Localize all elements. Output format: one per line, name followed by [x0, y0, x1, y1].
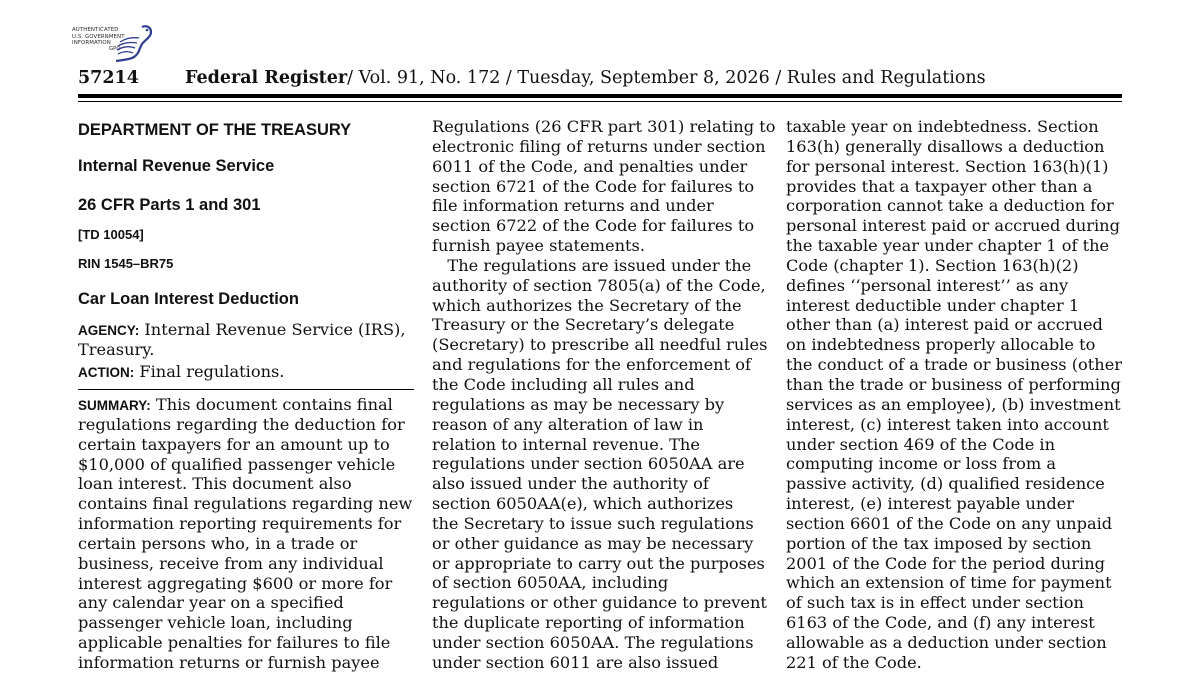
- body-text-line: the taxable year under chapter 1 of the: [786, 236, 1110, 256]
- summary-text-line: any calendar year on a specified: [78, 593, 344, 613]
- body-text-line: electronic filing of returns under section: [432, 136, 766, 156]
- body-text-line: the duplicate reporting of information: [432, 613, 745, 633]
- action-text: Final regulations.: [134, 362, 285, 381]
- body-text-line: regulations or other guidance to prevent: [432, 593, 767, 613]
- logo-line: U.S. GOVERNMENT: [72, 33, 125, 40]
- logo-line: AUTHENTICATED: [72, 27, 119, 33]
- body-text-line: which authorizes the Secretary of the: [432, 295, 742, 315]
- summary-text-line: certain persons who, in a trade or: [78, 533, 358, 553]
- body-text-line: furnish payee statements.: [432, 236, 645, 256]
- body-text-line: taxable year on indebtedness. Section: [786, 117, 1099, 136]
- body-text-line: section 6601 of the Code on any unpaid: [786, 513, 1113, 533]
- body-text-line: personal interest paid or accrued during: [786, 216, 1120, 236]
- body-text-line: which an extension of time for payment: [786, 573, 1112, 593]
- body-text-line: of section 6050AA, including: [432, 573, 669, 593]
- body-text-line: The regulations are issued under the: [432, 255, 752, 275]
- body-text-line: 221 of the Code.: [786, 652, 922, 672]
- action-paragraph: [78, 362, 284, 382]
- body-text-line: corporation cannot take a deduction for: [786, 196, 1114, 216]
- running-header: [78, 66, 1122, 90]
- summary-text-line: This document contains final: [150, 395, 393, 414]
- summary-text-line: information returns or furnish payee: [78, 652, 380, 672]
- body-text-line: file information returns and under: [432, 196, 714, 216]
- body-text-line: 163(h) generally disallows a deduction: [786, 136, 1105, 156]
- cfr-heading: 26 CFR Parts 1 and 301: [78, 196, 261, 214]
- body-text-line: Code (chapter 1). Section 163(h)(2): [786, 255, 1079, 275]
- header-rule-thick: [78, 94, 1122, 98]
- body-text-line: 6011 of the Code, and penalties under: [432, 156, 748, 176]
- body-text-line: interest, (e) interest payable under: [786, 494, 1075, 514]
- summary-text-line: certain taxpayers for an amount up to: [78, 434, 390, 454]
- td-number: [TD 10054]: [78, 227, 144, 242]
- header-rule-thin: [78, 101, 1122, 102]
- body-text-line: section 6722 of the Code for failures to: [432, 216, 755, 236]
- body-text-line: also issued under the authority of: [432, 474, 709, 494]
- summary-text-line: contains final regulations regarding new: [78, 494, 413, 514]
- agency-paragraph: [78, 320, 406, 360]
- summary-text-line: passenger vehicle loan, including: [78, 613, 353, 633]
- body-text-line: section 6050AA(e), which authorizes: [432, 494, 734, 514]
- body-text-line: under section 6050AA. The regulations: [432, 632, 754, 652]
- issue-info: / Vol. 91, No. 172 / Tuesday, September 8, 2026 / Rules and Regulations: [347, 68, 986, 88]
- summary-text-line: business, receive from any individual: [78, 553, 384, 573]
- summary-text-line: regulations regarding the deduction for: [78, 414, 405, 434]
- body-text-line: reason of any alteration of law in: [432, 414, 704, 434]
- action-label: ACTION:: [78, 365, 135, 380]
- body-text-line: under section 6011 are also issued: [432, 652, 719, 672]
- body-text-line: defines ‘‘personal interest’’ as any: [786, 275, 1069, 295]
- body-text-line: 2001 of the Code for the period during: [786, 553, 1105, 573]
- body-text-line: allowable as a deduction under section: [786, 632, 1107, 652]
- body-text-line: or appropriate to carry out the purposes: [432, 553, 765, 573]
- body-text-line: other than (a) interest paid or accrued: [786, 315, 1103, 335]
- body-text-line: relation to internal revenue. The: [432, 434, 700, 454]
- rule-title: Car Loan Interest Deduction: [78, 290, 299, 308]
- summary-text-line: interest aggregating $600 or more for: [78, 573, 393, 593]
- body-text-line: the conduct of a trade or business (other: [786, 355, 1123, 375]
- body-text-line: Regulations (26 CFR part 301) relating to: [432, 117, 776, 136]
- body-text-line: interest, (c) interest taken into account: [786, 414, 1109, 434]
- summary-paragraph: [78, 395, 412, 673]
- column-2-text: [432, 117, 775, 673]
- publication-title: Federal Register: [185, 68, 348, 88]
- eagle-icon: [112, 24, 154, 64]
- body-text-line: of such tax is in effect under section: [786, 593, 1084, 613]
- body-text-line: 6163 of the Code, and (f) any interest: [786, 613, 1095, 633]
- body-text-line: portion of the tax imposed by section: [786, 533, 1092, 553]
- summary-text-line: information reporting requirements for: [78, 514, 402, 534]
- body-text-line: provides that a taxpayer other than a: [786, 176, 1093, 196]
- body-text-line: the Code including all rules and: [432, 374, 695, 394]
- column-3-text: [786, 117, 1122, 673]
- body-text-line: and regulations for the enforcement of: [432, 355, 751, 375]
- body-text-line: (Secretary) to prescribe all needful rules: [432, 335, 768, 355]
- page-number: 57214: [78, 68, 139, 88]
- body-text-line: or other guidance as may be necessary: [432, 533, 754, 553]
- body-text-line: regulations as may be necessary by: [432, 394, 725, 414]
- section-divider: [78, 389, 414, 390]
- rin-number: RIN 1545–BR75: [78, 256, 174, 271]
- body-text-line: Treasury or the Secretary’s delegate: [432, 315, 735, 335]
- body-text-line: computing income or loss from a: [786, 454, 1056, 474]
- body-text-line: services as an employee), (b) investment: [786, 394, 1121, 414]
- summary-text-line: applicable penalties for failures to file: [78, 633, 391, 653]
- body-text-line: interest deductible under chapter 1: [786, 295, 1080, 315]
- body-text-line: passive activity, (d) qualified residence: [786, 474, 1105, 494]
- running-head: [185, 66, 986, 90]
- logo-gpo-text: GPO: [109, 46, 121, 52]
- agency-text: Treasury.: [78, 339, 155, 359]
- agency-text: Internal Revenue Service (IRS),: [139, 320, 406, 339]
- body-text-line: the Secretary to issue such regulations: [432, 513, 754, 533]
- body-text-line: under section 469 of the Code in: [786, 434, 1056, 454]
- body-text-line: for personal interest. Section 163(h)(1): [786, 156, 1109, 176]
- body-text-line: section 6721 of the Code for failures to: [432, 176, 755, 196]
- body-text-line: on indebtedness properly allocable to: [786, 335, 1096, 355]
- agency-heading: Internal Revenue Service: [78, 157, 275, 175]
- department-heading: DEPARTMENT OF THE TREASURY: [78, 121, 352, 139]
- gpo-authenticated-logo: [72, 24, 156, 66]
- agency-label: AGENCY:: [78, 323, 140, 338]
- body-text-line: authority of section 7805(a) of the Code,: [432, 275, 766, 295]
- body-text-line: regulations under section 6050AA are: [432, 454, 745, 474]
- body-text-line: than the trade or business of performing: [786, 374, 1121, 394]
- logo-line: INFORMATION: [72, 40, 111, 46]
- summary-text-line: $10,000 of qualified passenger vehicle: [78, 454, 396, 474]
- summary-label: SUMMARY:: [78, 398, 151, 413]
- summary-text-line: loan interest. This document also: [78, 474, 352, 494]
